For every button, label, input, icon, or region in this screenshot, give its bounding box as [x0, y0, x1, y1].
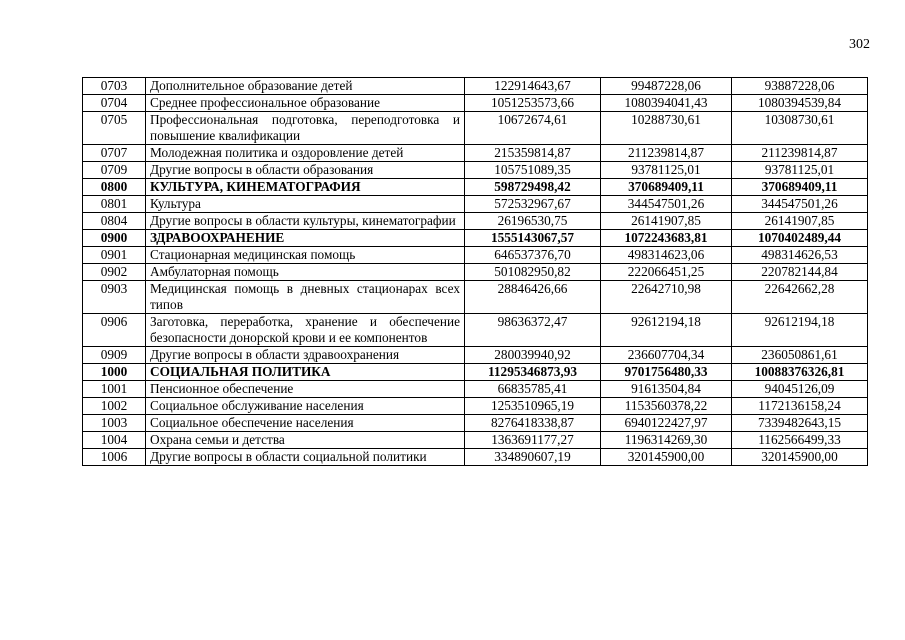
value-cell-3: 94045126,09 [732, 381, 868, 398]
value-cell-3: 211239814,87 [732, 145, 868, 162]
section-name-cell: Амбулаторная помощь [146, 264, 465, 281]
section-code-cell: 0709 [83, 162, 146, 179]
value-cell-2: 320145900,00 [601, 449, 732, 466]
section-name-cell: Пенсионное обеспечение [146, 381, 465, 398]
value-cell-3: 26141907,85 [732, 213, 868, 230]
section-name-cell: ЗДРАВООХРАНЕНИЕ [146, 230, 465, 247]
table-row [83, 247, 868, 264]
budget-table-body [83, 78, 868, 466]
table-row [83, 415, 868, 432]
section-code-cell: 1006 [83, 449, 146, 466]
table-row [83, 381, 868, 398]
value-cell-3: 93781125,01 [732, 162, 868, 179]
value-cell-1: 28846426,66 [465, 281, 601, 314]
value-cell-3: 498314626,53 [732, 247, 868, 264]
section-code-cell: 0704 [83, 95, 146, 112]
value-cell-1: 1555143067,57 [465, 230, 601, 247]
table-row [83, 145, 868, 162]
section-code-cell: 0902 [83, 264, 146, 281]
section-name-cell: Стационарная медицинская помощь [146, 247, 465, 264]
section-code-cell: 0906 [83, 314, 146, 347]
value-cell-2: 93781125,01 [601, 162, 732, 179]
value-cell-1: 646537376,70 [465, 247, 601, 264]
value-cell-1: 8276418338,87 [465, 415, 601, 432]
section-code-cell: 0804 [83, 213, 146, 230]
value-cell-3: 1070402489,44 [732, 230, 868, 247]
value-cell-1: 215359814,87 [465, 145, 601, 162]
value-cell-2: 1072243683,81 [601, 230, 732, 247]
table-row [83, 281, 868, 314]
value-cell-2: 1080394041,43 [601, 95, 732, 112]
budget-table [82, 77, 868, 466]
value-cell-1: 501082950,82 [465, 264, 601, 281]
value-cell-2: 222066451,25 [601, 264, 732, 281]
section-name-cell: Социальное обслуживание населения [146, 398, 465, 415]
value-cell-1: 26196530,75 [465, 213, 601, 230]
value-cell-3: 1172136158,24 [732, 398, 868, 415]
table-row [83, 95, 868, 112]
value-cell-1: 1051253573,66 [465, 95, 601, 112]
value-cell-3: 1162566499,33 [732, 432, 868, 449]
section-code-cell: 0903 [83, 281, 146, 314]
section-code-cell: 0705 [83, 112, 146, 145]
table-row [83, 364, 868, 381]
value-cell-2: 498314623,06 [601, 247, 732, 264]
value-cell-2: 370689409,11 [601, 179, 732, 196]
value-cell-2: 236607704,34 [601, 347, 732, 364]
value-cell-2: 6940122427,97 [601, 415, 732, 432]
value-cell-1: 98636372,47 [465, 314, 601, 347]
section-code-cell: 0800 [83, 179, 146, 196]
section-name-cell: Молодежная политика и оздоровление детей [146, 145, 465, 162]
value-cell-3: 10088376326,81 [732, 364, 868, 381]
value-cell-1: 11295346873,93 [465, 364, 601, 381]
value-cell-2: 9701756480,33 [601, 364, 732, 381]
table-row [83, 179, 868, 196]
section-name-cell: Заготовка, переработка, хранение и обеспечение безопасности донорской крови и ее компонентов [146, 314, 465, 347]
section-code-cell: 1000 [83, 364, 146, 381]
section-name-cell: Другие вопросы в области культуры, кинематографии [146, 213, 465, 230]
value-cell-3: 7339482643,15 [732, 415, 868, 432]
value-cell-1: 334890607,19 [465, 449, 601, 466]
section-name-cell: Дополнительное образование детей [146, 78, 465, 95]
value-cell-3: 370689409,11 [732, 179, 868, 196]
table-row [83, 112, 868, 145]
value-cell-2: 344547501,26 [601, 196, 732, 213]
value-cell-2: 99487228,06 [601, 78, 732, 95]
value-cell-3: 92612194,18 [732, 314, 868, 347]
value-cell-2: 1153560378,22 [601, 398, 732, 415]
value-cell-1: 1363691177,27 [465, 432, 601, 449]
section-code-cell: 0909 [83, 347, 146, 364]
value-cell-2: 91613504,84 [601, 381, 732, 398]
value-cell-1: 280039940,92 [465, 347, 601, 364]
value-cell-2: 211239814,87 [601, 145, 732, 162]
section-name-cell: Другие вопросы в области образования [146, 162, 465, 179]
table-row [83, 78, 868, 95]
table-row [83, 432, 868, 449]
value-cell-3: 344547501,26 [732, 196, 868, 213]
value-cell-1: 598729498,42 [465, 179, 601, 196]
table-row [83, 213, 868, 230]
section-name-cell: Медицинская помощь в дневных стационарах всех типов [146, 281, 465, 314]
value-cell-2: 26141907,85 [601, 213, 732, 230]
table-row [83, 347, 868, 364]
section-code-cell: 0901 [83, 247, 146, 264]
section-code-cell: 0900 [83, 230, 146, 247]
section-code-cell: 1002 [83, 398, 146, 415]
value-cell-3: 93887228,06 [732, 78, 868, 95]
value-cell-1: 105751089,35 [465, 162, 601, 179]
value-cell-1: 66835785,41 [465, 381, 601, 398]
section-code-cell: 0707 [83, 145, 146, 162]
section-name-cell: Среднее профессиональное образование [146, 95, 465, 112]
value-cell-2: 10288730,61 [601, 112, 732, 145]
table-row [83, 230, 868, 247]
section-name-cell: Охрана семьи и детства [146, 432, 465, 449]
value-cell-1: 10672674,61 [465, 112, 601, 145]
value-cell-1: 572532967,67 [465, 196, 601, 213]
section-code-cell: 0703 [83, 78, 146, 95]
table-row [83, 314, 868, 347]
section-code-cell: 0801 [83, 196, 146, 213]
value-cell-3: 1080394539,84 [732, 95, 868, 112]
section-code-cell: 1003 [83, 415, 146, 432]
table-row [83, 398, 868, 415]
section-name-cell: КУЛЬТУРА, КИНЕМАТОГРАФИЯ [146, 179, 465, 196]
value-cell-3: 236050861,61 [732, 347, 868, 364]
value-cell-1: 1253510965,19 [465, 398, 601, 415]
section-name-cell: СОЦИАЛЬНАЯ ПОЛИТИКА [146, 364, 465, 381]
section-name-cell: Культура [146, 196, 465, 213]
section-name-cell: Другие вопросы в области социальной политики [146, 449, 465, 466]
value-cell-2: 92612194,18 [601, 314, 732, 347]
value-cell-3: 22642662,28 [732, 281, 868, 314]
table-row [83, 162, 868, 179]
value-cell-2: 1196314269,30 [601, 432, 732, 449]
section-code-cell: 1001 [83, 381, 146, 398]
value-cell-1: 122914643,67 [465, 78, 601, 95]
table-row [83, 449, 868, 466]
value-cell-3: 10308730,61 [732, 112, 868, 145]
section-name-cell: Социальное обеспечение населения [146, 415, 465, 432]
value-cell-3: 320145900,00 [732, 449, 868, 466]
page-number: 302 [849, 37, 870, 52]
section-code-cell: 1004 [83, 432, 146, 449]
section-name-cell: Профессиональная подготовка, переподготовка и повышение квалификации [146, 112, 465, 145]
value-cell-2: 22642710,98 [601, 281, 732, 314]
value-cell-3: 220782144,84 [732, 264, 868, 281]
table-row [83, 264, 868, 281]
table-row [83, 196, 868, 213]
section-name-cell: Другие вопросы в области здравоохранения [146, 347, 465, 364]
